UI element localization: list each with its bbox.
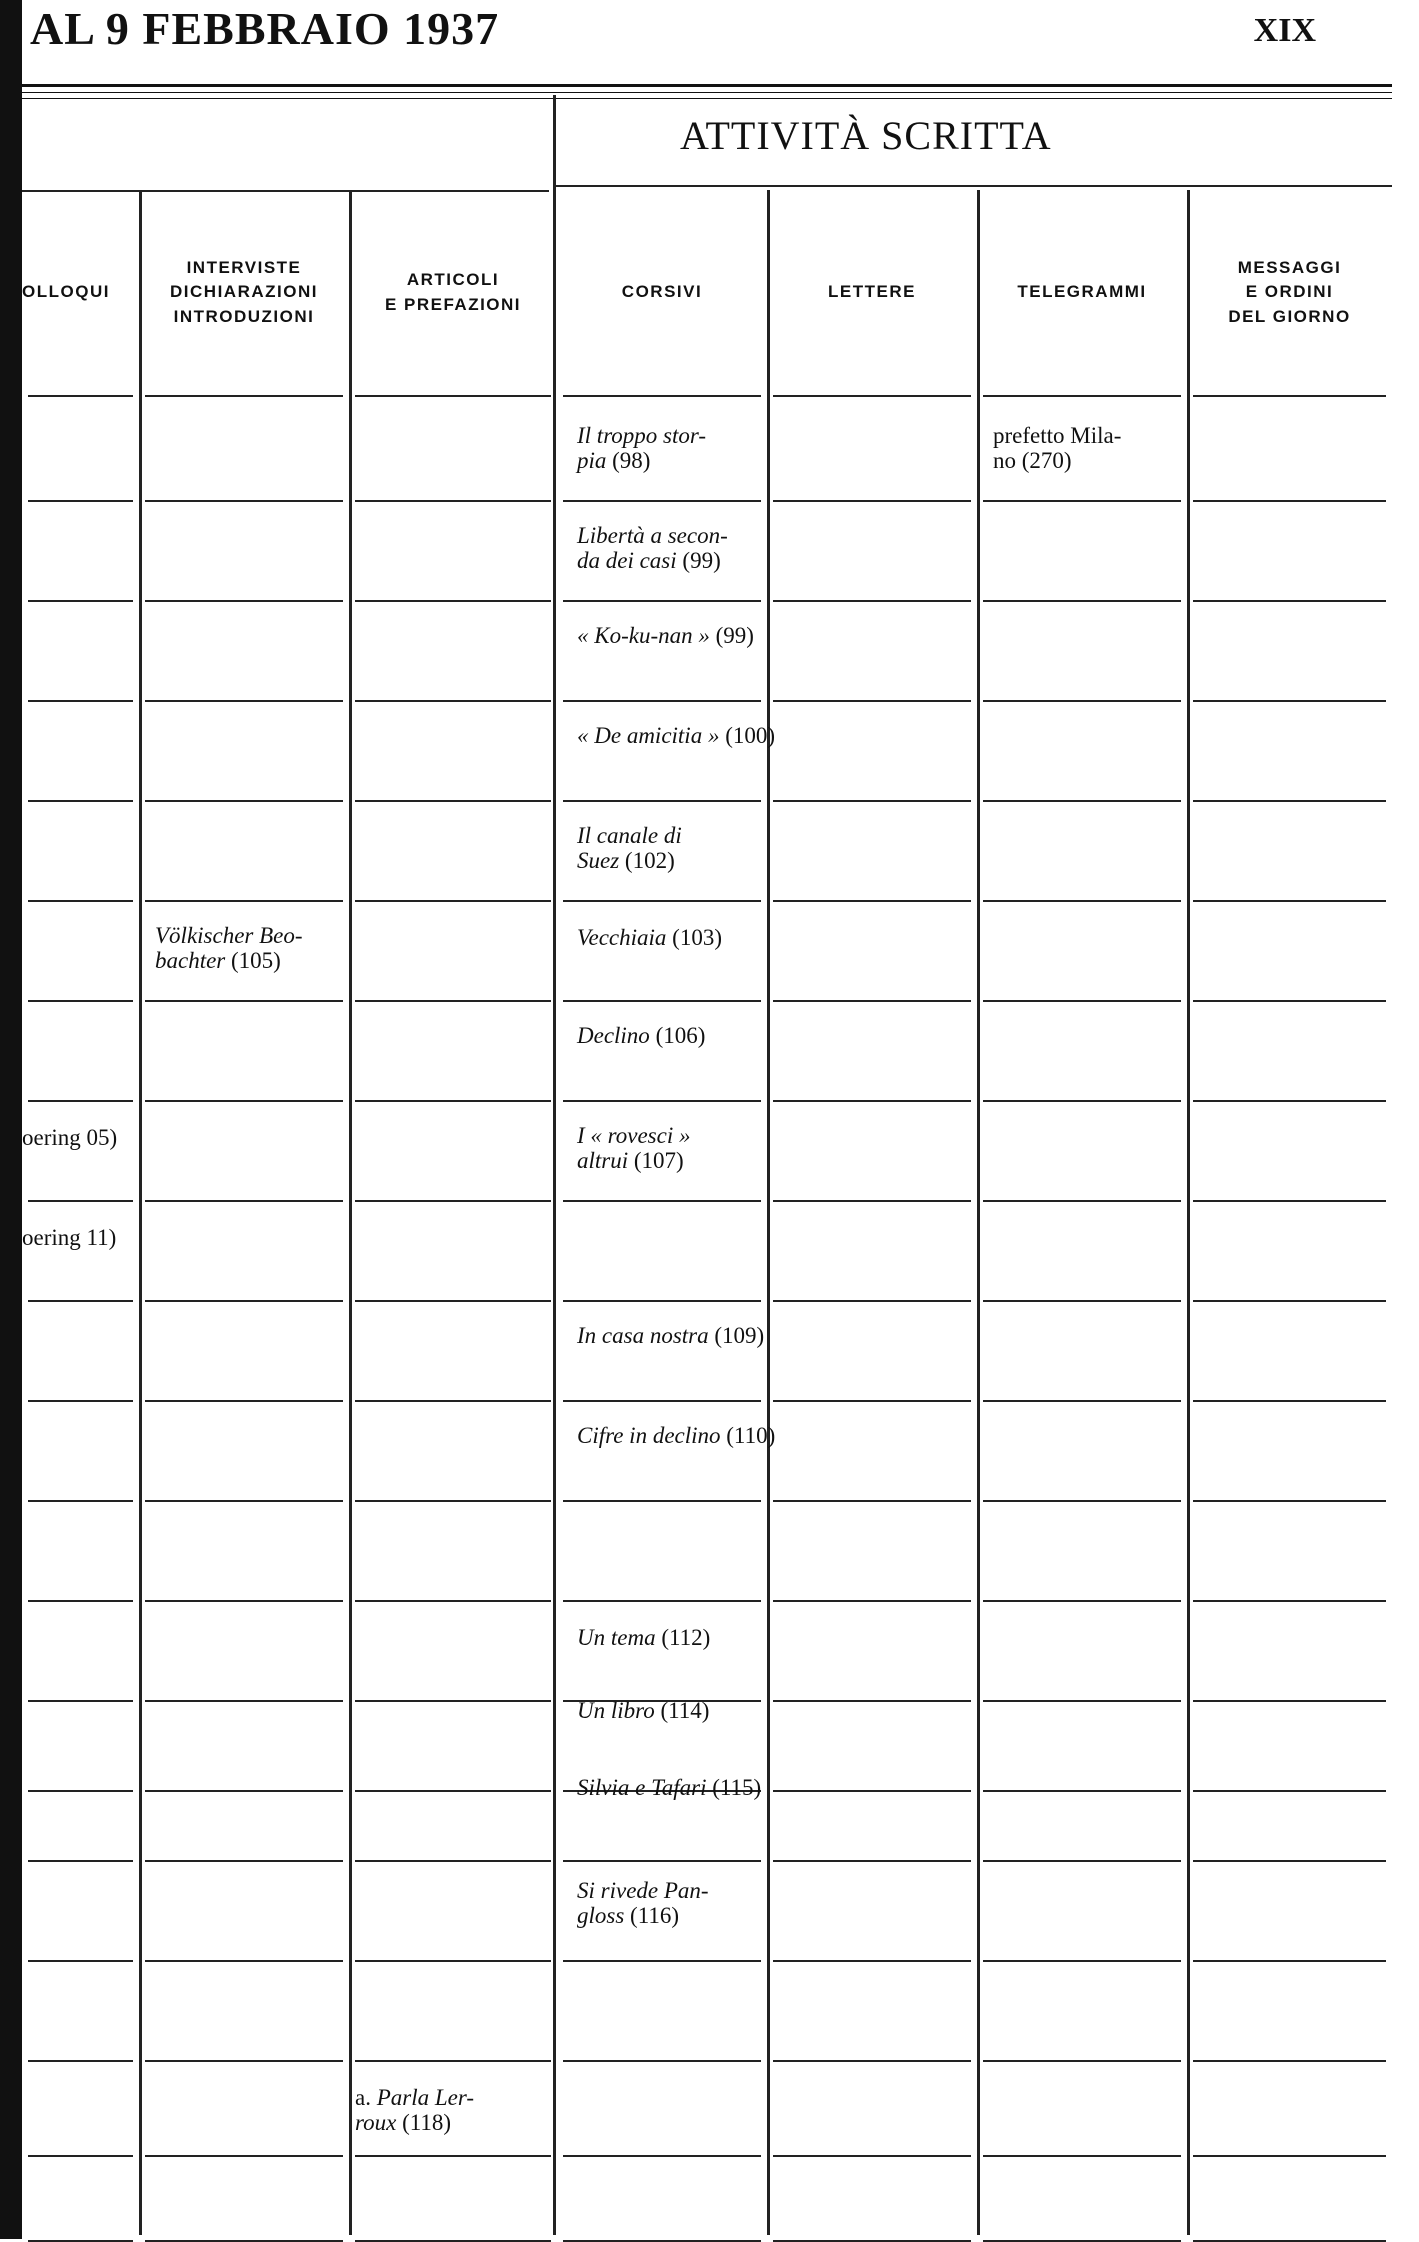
row-rule — [145, 2060, 343, 2062]
row-rule — [983, 700, 1181, 702]
row-rule — [1193, 1860, 1386, 1862]
row-rule — [773, 1000, 971, 1002]
row-rule — [28, 1500, 133, 1502]
row-rule — [145, 1000, 343, 1002]
row-rule — [983, 1300, 1181, 1302]
colloquio-entry-ref: 05) — [80, 1125, 118, 1150]
row-rule — [983, 1960, 1181, 1962]
row-rule — [1193, 395, 1386, 397]
row-rule — [355, 1300, 551, 1302]
row-rule — [355, 1400, 551, 1402]
corsivo-entry-title: Si rivede Pan- gloss — [577, 1878, 709, 1929]
column-header-lettere: LETTERE — [828, 282, 916, 302]
row-rule — [145, 1200, 343, 1202]
row-rule — [28, 395, 133, 397]
column-header-telegrammi: TELEGRAMMI — [1017, 282, 1147, 302]
corsivo-entry-title: Un libro — [577, 1698, 655, 1723]
row-rule — [773, 500, 971, 502]
row-rule — [1193, 1200, 1386, 1202]
articolo-entry-prefix: a. — [355, 2085, 377, 2110]
row-rule — [773, 395, 971, 397]
header-rule-thin-2 — [22, 98, 1392, 99]
corsivo-entry-ref: (107) — [628, 1148, 684, 1174]
corsivo-entry — [577, 723, 775, 748]
row-rule — [983, 1500, 1181, 1502]
row-rule — [983, 600, 1181, 602]
row-rule — [355, 900, 551, 902]
row-rule — [773, 600, 971, 602]
row-rule — [28, 900, 133, 902]
row-rule — [983, 1100, 1181, 1102]
row-rule — [773, 2155, 971, 2157]
row-rule — [145, 500, 343, 502]
row-rule — [28, 1790, 133, 1792]
corsivo-entry — [577, 925, 722, 950]
corsivo-entry — [577, 1698, 709, 1723]
row-rule — [773, 1600, 971, 1602]
corsivo-entry-ref: (106) — [649, 1023, 706, 1048]
row-rule — [983, 2060, 1181, 2062]
row-rule — [1193, 600, 1386, 602]
corsivo-entry-title: Cifre in declino — [577, 1423, 721, 1448]
row-rule — [773, 900, 971, 902]
row-rule — [28, 700, 133, 702]
row-rule — [563, 2060, 761, 2062]
column-separator — [977, 190, 980, 2235]
column-header-colloqui: OLLOQUI — [22, 282, 110, 302]
corsivo-entry-ref: (110) — [720, 1423, 776, 1448]
row-rule — [28, 1400, 133, 1402]
row-rule — [28, 600, 133, 602]
row-rule — [983, 1200, 1181, 1202]
corsivo-entry-title: « Ko-ku-nan » — [577, 623, 710, 648]
column-header-articoli: ARTICOLI E PREFAZIONI — [384, 269, 522, 314]
row-rule — [563, 1200, 761, 1202]
corsivo-entry-ref: (109) — [708, 1323, 765, 1348]
row-rule — [563, 1860, 761, 1862]
row-rule — [563, 2155, 761, 2157]
row-rule — [563, 900, 761, 902]
corsivo-entry — [577, 1123, 690, 1174]
header-rule-thin — [22, 92, 1392, 93]
row-rule — [355, 1100, 551, 1102]
colloquio-entry — [22, 1125, 117, 1150]
row-rule — [355, 2155, 551, 2157]
corsivo-entry-ref: (112) — [655, 1625, 711, 1650]
corsivo-entry-title: « De amicitia » — [577, 723, 720, 748]
row-rule — [983, 1860, 1181, 1862]
row-rule — [28, 1300, 133, 1302]
corsivo-entry-title: Declino — [577, 1023, 650, 1048]
row-rule — [1193, 1960, 1386, 1962]
row-rule — [983, 800, 1181, 802]
row-rule — [1193, 2060, 1386, 2062]
row-rule — [773, 1300, 971, 1302]
row-rule — [28, 1000, 133, 1002]
row-rule — [145, 1300, 343, 1302]
row-rule — [28, 2060, 133, 2062]
row-rule — [983, 2155, 1181, 2157]
page-number: XIX — [1253, 12, 1316, 49]
row-rule — [145, 600, 343, 602]
corsivo-entry-title: In casa nostra — [577, 1323, 709, 1348]
row-rule — [1193, 1790, 1386, 1792]
corsivo-entry — [577, 1878, 709, 1929]
corsivo-entry-ref: (102) — [619, 848, 675, 874]
telegramma-entry — [993, 423, 1121, 474]
page-title: AL 9 FEBBRAIO 1937 — [30, 3, 500, 54]
row-rule — [28, 1700, 133, 1702]
row-rule — [145, 1700, 343, 1702]
row-rule — [28, 500, 133, 502]
row-rule — [145, 1100, 343, 1102]
row-rule — [145, 800, 343, 802]
row-rule — [773, 1400, 971, 1402]
row-rule — [145, 700, 343, 702]
row-rule — [563, 1500, 761, 1502]
column-header-messaggi: MESSAGGI E ORDINI DEL GIORNO — [1228, 257, 1351, 326]
corsivo-entry-ref: (99) — [676, 548, 721, 574]
row-rule — [355, 800, 551, 802]
row-rule — [355, 1200, 551, 1202]
section-divider — [553, 95, 556, 2235]
row-rule — [1193, 1000, 1386, 1002]
row-rule — [1193, 1300, 1386, 1302]
colloquio-entry-title: oering — [22, 1125, 81, 1150]
row-rule — [773, 2060, 971, 2062]
row-rule — [145, 2155, 343, 2157]
row-rule — [773, 1790, 971, 1792]
row-rule — [145, 395, 343, 397]
row-rule — [773, 1100, 971, 1102]
row-rule — [563, 700, 761, 702]
intervista-entry — [155, 923, 303, 974]
corsivo-entry-ref: (115) — [706, 1775, 762, 1800]
row-rule — [773, 1960, 971, 1962]
row-rule — [355, 1000, 551, 1002]
row-rule — [983, 1400, 1181, 1402]
row-rule — [355, 2060, 551, 2062]
row-rule — [355, 700, 551, 702]
column-separator — [349, 190, 352, 2235]
corsivo-entry — [577, 423, 706, 474]
row-rule — [983, 1000, 1181, 1002]
corsivo-entry — [577, 1023, 705, 1048]
column-separator — [139, 190, 142, 2235]
corsivo-entry — [577, 1323, 764, 1348]
row-rule — [1193, 1500, 1386, 1502]
articolo-entry-ref: (118) — [396, 2110, 452, 2136]
corsivo-entry-ref: (99) — [709, 623, 754, 648]
row-rule — [1193, 800, 1386, 802]
row-rule — [28, 1860, 133, 1862]
row-rule — [28, 1600, 133, 1602]
section-title: ATTIVITÀ SCRITTA — [680, 113, 1052, 158]
corsivo-entry — [577, 523, 728, 574]
row-rule — [773, 1700, 971, 1702]
corsivo-entry-title: Vecchiaia — [577, 925, 667, 950]
row-rule — [983, 1790, 1181, 1792]
row-rule — [145, 1500, 343, 1502]
corsivo-entry-title: Libertà a secon- da dei casi — [577, 523, 728, 574]
row-rule — [983, 1700, 1181, 1702]
row-rule — [355, 1790, 551, 1792]
left-binding-edge — [0, 0, 22, 2239]
row-rule — [773, 1500, 971, 1502]
row-rule — [145, 1600, 343, 1602]
column-separator — [767, 190, 770, 2235]
corsivo-entry-ref: (103) — [666, 925, 722, 950]
colloquio-entry-title: oering — [22, 1225, 81, 1250]
intervista-entry-title: Völkischer Beo- bachter — [155, 923, 303, 974]
telegramma-entry-ref: (270) — [1016, 448, 1072, 474]
column-header-corsivi: CORSIVI — [621, 282, 703, 302]
row-rule — [1193, 1600, 1386, 1602]
row-rule — [355, 395, 551, 397]
row-rule — [145, 1790, 343, 1792]
row-rule — [563, 500, 761, 502]
row-rule — [1193, 1100, 1386, 1102]
corsivo-entry — [577, 1423, 775, 1448]
row-rule — [563, 600, 761, 602]
corsivo-entry-title: Silvia e Tafari — [577, 1775, 707, 1800]
row-rule — [28, 1200, 133, 1202]
row-rule — [773, 1200, 971, 1202]
row-rule — [983, 1600, 1181, 1602]
row-rule — [355, 1960, 551, 1962]
articolo-entry — [355, 2085, 474, 2136]
row-rule — [355, 600, 551, 602]
row-rule — [28, 800, 133, 802]
row-rule — [983, 395, 1181, 397]
row-rule — [145, 900, 343, 902]
row-rule — [983, 900, 1181, 902]
row-rule — [983, 500, 1181, 502]
corsivo-entry-title: I « rovesci » altrui — [577, 1123, 691, 1174]
row-rule — [28, 1100, 133, 1102]
column-header-interviste: INTERVISTE DICHIARAZIONI INTRODUZIONI — [170, 257, 318, 326]
row-rule — [355, 500, 551, 502]
corsivo-entry — [577, 1625, 710, 1650]
row-rule — [355, 1700, 551, 1702]
row-rule — [145, 1860, 343, 1862]
row-rule — [563, 1400, 761, 1402]
corsivo-entry-ref: (98) — [606, 448, 651, 474]
row-rule — [563, 1960, 761, 1962]
corsivo-entry-ref: (116) — [624, 1903, 680, 1929]
row-rule — [563, 1300, 761, 1302]
row-rule — [563, 1100, 761, 1102]
header-rule-thick — [22, 84, 1392, 87]
row-rule — [1193, 500, 1386, 502]
colloquio-entry — [22, 1225, 116, 1250]
row-rule — [145, 1960, 343, 1962]
row-rule — [563, 395, 761, 397]
row-rule — [563, 1600, 761, 1602]
row-rule — [1193, 2155, 1386, 2157]
corsivo-entry-title: Il canale di Suez — [577, 823, 682, 874]
row-rule — [1193, 1400, 1386, 1402]
corsivo-entry-title: Un tema — [577, 1625, 656, 1650]
corsivo-entry — [577, 623, 754, 648]
intervista-entry-ref: (105) — [225, 948, 281, 974]
row-rule — [1193, 1700, 1386, 1702]
corsivo-entry-ref: (114) — [654, 1698, 710, 1723]
colloquio-entry-ref: 11) — [80, 1225, 117, 1250]
row-rule — [355, 1600, 551, 1602]
row-rule — [145, 1400, 343, 1402]
section-rule — [553, 185, 1392, 187]
row-rule — [773, 1860, 971, 1862]
telegramma-entry-title: prefetto Mila- no — [993, 423, 1122, 474]
corsivo-entry — [577, 823, 682, 874]
row-rule — [563, 800, 761, 802]
row-rule — [563, 1000, 761, 1002]
row-rule — [28, 1960, 133, 1962]
row-rule — [1193, 900, 1386, 902]
row-rule — [773, 700, 971, 702]
corsivo-entry-title: Il troppo stor- pia — [577, 423, 707, 474]
corsivo-entry-ref: (100) — [719, 723, 776, 748]
row-rule — [355, 1860, 551, 1862]
row-rule — [355, 1500, 551, 1502]
column-separator — [1187, 190, 1190, 2235]
articolo-entry-title: Parla Ler- roux — [355, 2085, 475, 2136]
row-rule — [28, 2155, 133, 2157]
row-rule — [773, 800, 971, 802]
row-rule — [1193, 700, 1386, 702]
corsivo-entry — [577, 1775, 761, 1800]
